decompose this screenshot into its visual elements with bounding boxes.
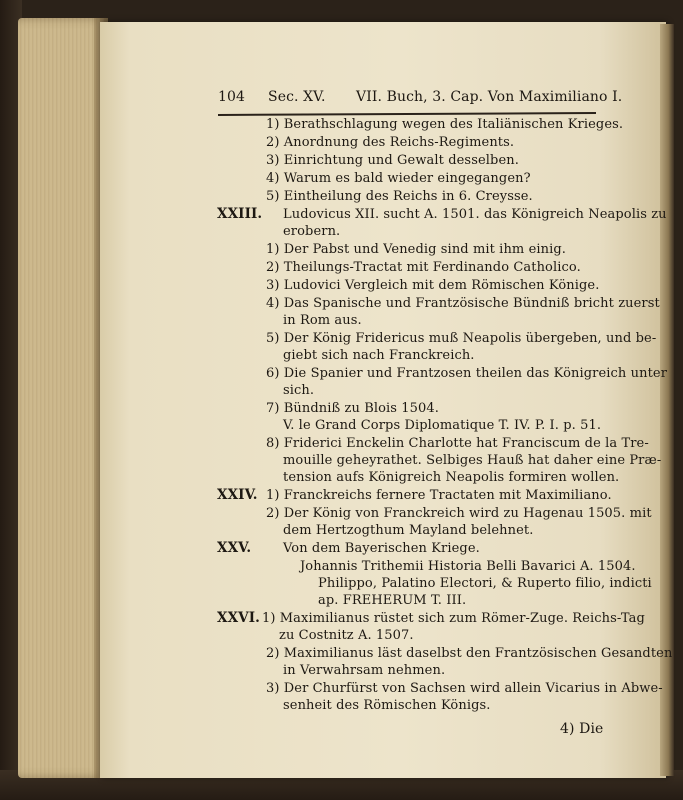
text-line: giebt sich nach Franckreich. — [283, 348, 475, 363]
page-number: 104 — [218, 89, 246, 105]
text-line: 4) Warum es bald wieder eingegangen? — [266, 171, 531, 186]
text-line: 7) Bündniß zu Blois 1504. — [266, 401, 440, 416]
text-line: 4) Das Spanische und Frantzösische Bündniß bricht zuerst — [266, 296, 660, 311]
text-line: 2) Anordnung des Reichs-Regiments. — [266, 135, 515, 150]
section-number: XXIV. — [217, 487, 258, 503]
text-line: Johannis Trithemii Historia Belli Bavarici A. 1504. — [300, 559, 636, 574]
text-line: 1) Franckreichs fernere Tractaten mit Maximiliano. — [266, 488, 612, 503]
text-line: Von dem Bayerischen Kriege. — [283, 541, 480, 556]
text-line: in Verwahrsam nehmen. — [283, 663, 446, 678]
text-line: sich. — [283, 383, 315, 398]
header-title: VII. Buch, 3. Cap. Von Maximiliano I. — [356, 89, 623, 105]
text-line: 3) Der Churfürst von Sachsen wird allein Vicarius in Abwe- — [266, 681, 663, 696]
header-rule — [218, 112, 596, 116]
text-line: 2) Maximilianus läst daselbst den Frantzösischen Gesandten — [266, 646, 673, 661]
text-line: 1) Der Pabst und Venedig sind mit ihm einig. — [266, 242, 567, 257]
text-line: 2) Der König von Franckreich wird zu Hagenau 1505. mit — [266, 506, 652, 521]
text-line: ap. FREHERUM T. III. — [318, 593, 467, 608]
text-line: 1) Maximilianus rüstet sich zum Römer-Zuge. Reichs-Tag — [262, 611, 645, 626]
text-line: 1) Berathschlagung wegen des Italiänischen Krieges. — [266, 117, 624, 132]
text-line: in Rom aus. — [283, 313, 362, 328]
text-line: 2) Theilungs-Tractat mit Ferdinando Catholico. — [266, 260, 581, 275]
text-line: 5) Der König Fridericus muß Neapolis übergeben, und be- — [266, 331, 657, 346]
text-line: tension aufs Königreich Neapolis formiren wollen. — [283, 470, 620, 485]
text-line: Ludovicus XII. sucht A. 1501. das Königreich Neapolis zu — [283, 207, 667, 222]
header-section: Sec. XV. — [268, 89, 326, 105]
text-line: V. le Grand Corps Diplomatique T. IV. P. I. p. 51. — [283, 418, 602, 433]
section-number: XXV. — [217, 540, 252, 556]
text-line: 8) Friderici Enckelin Charlotte hat Franciscum de la Tre- — [266, 436, 649, 451]
text-line: dem Hertzogthum Mayland belehnet. — [283, 523, 534, 538]
catchword: 4) Die — [560, 721, 604, 737]
text-line: erobern. — [283, 224, 341, 239]
text-line: senheit des Römischen Königs. — [283, 698, 491, 713]
text-line: Philippo, Palatino Electori, & Ruperto filio, indicti — [318, 576, 652, 591]
text-line: 3) Einrichtung und Gewalt desselben. — [266, 153, 519, 168]
text-line: 5) Eintheilung des Reichs in 6. Creysse. — [266, 189, 533, 204]
section-number: XXIII. — [217, 206, 263, 222]
text-line: zu Costnitz A. 1507. — [279, 628, 414, 643]
text-line: mouille geheyrathet. Selbiges Hauß hat daher eine Præ- — [283, 453, 662, 468]
section-number: XXVI. — [217, 610, 260, 626]
text-line: 6) Die Spanier und Frantzosen theilen das Königreich unter — [266, 366, 668, 381]
text-line: 3) Ludovici Vergleich mit dem Römischen Könige. — [266, 278, 600, 293]
